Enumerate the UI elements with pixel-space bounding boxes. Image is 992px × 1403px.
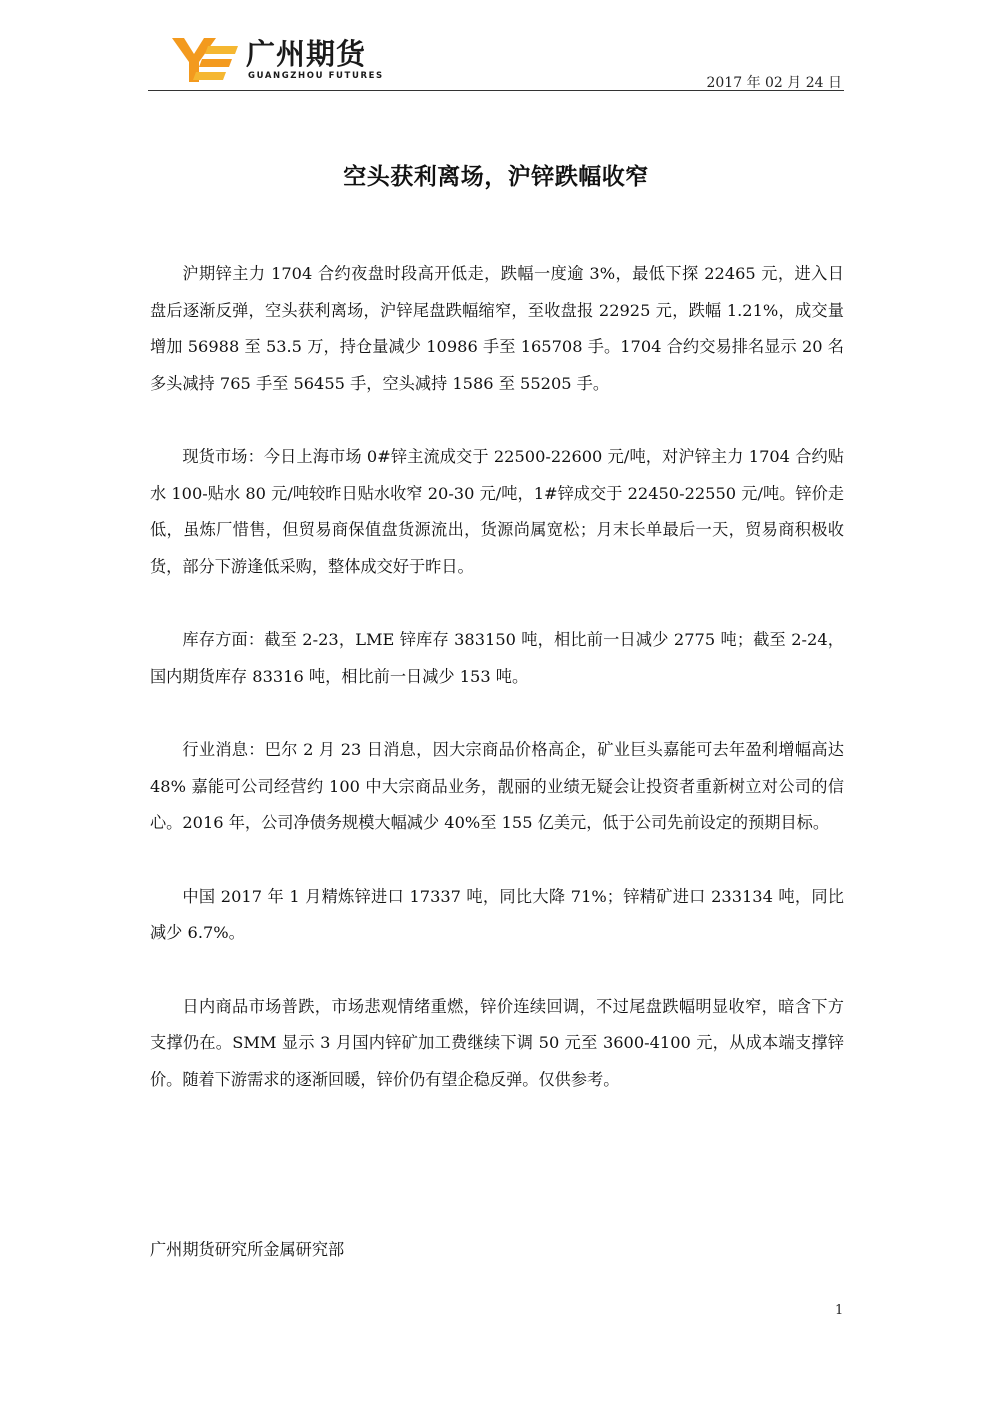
report-body — [150, 256, 844, 1135]
paragraph-imports: 中国 2017 年 1 月精炼锌进口 17337 吨，同比大降 71%；锌精矿进口 233134 吨，同比减少 6.7%。 — [150, 886, 844, 942]
paragraph-inventory: 库存方面：截至 2-23，LME 锌库存 383150 吨，相比前一日减少 2775 吨；截至 2-24，国内期货库存 83316 吨，相比前一日减少 153 吨。 — [150, 630, 844, 686]
author-department: 广州期货研究所金属研究部 — [150, 1240, 345, 1259]
paragraph-industry-news: 行业消息：巴尔 2 月 23 日消息，因大宗商品价格高企，矿业巨头嘉能可去年盈利增幅高达 48% 嘉能可公司经营约 100 中大宗商品业务，靓丽的业绩无疑会让投资者重新树立对公司的信心。2016 年，公司净债务规模大幅减少 40%至 155 亿美元，低于公司先前设定的预期目标。 — [150, 740, 844, 832]
gzf-logo-icon — [172, 38, 238, 82]
paragraph-futures: 沪期锌主力 1704 合约夜盘时段高开低走，跌幅一度逾 3%，最低下探 22465 元，进入日盘后逐渐反弹，空头获利离场，沪锌尾盘跌幅缩窄，至收盘报 22925 元，跌幅 1.21%，成交量增加 56988 至 53.5 万，持仓量减少 10986 手至 165708 手。1704 合约交易排名显示 20 名多头减持 765 手至 56455 手，空头减持 1586 至 55205 手。 — [150, 264, 844, 393]
paragraph-spot-market: 现货市场：今日上海市场 0#锌主流成交于 22500-22600 元/吨，对沪锌主力 1704 合约贴水 100-贴水 80 元/吨较昨日贴水收窄 20-30 元/吨，1#锌成交于 22450-22550 元/吨。锌价走低，虽炼厂惜售，但贸易商保值盘货源流出，货源尚属宽松；月末长单最后一天，贸易商积极收货，部分下游逢低采购，整体成交好于昨日。 — [150, 447, 844, 576]
report-date: 2017 年 02 月 24 日 — [706, 75, 842, 91]
report-title: 空头获利离场，沪锌跌幅收窄 — [343, 164, 649, 190]
logo-english-name: GUANGZHOU FUTURES — [248, 71, 384, 81]
page-number: 1 — [835, 1303, 844, 1318]
paragraph-outlook: 日内商品市场普跌，市场悲观情绪重燃，锌价连续回调，不过尾盘跌幅明显收窄，暗含下方支撑仍在。SMM 显示 3 月国内锌矿加工费继续下调 50 元至 3600-4100 元，从成本端支撑锌价。随着下游需求的逐渐回暖，锌价仍有望企稳反弹。仅供参考。 — [150, 996, 844, 1089]
company-logo — [172, 37, 384, 86]
header-divider — [148, 90, 844, 91]
logo-chinese-name: 广州期货 — [246, 37, 367, 71]
